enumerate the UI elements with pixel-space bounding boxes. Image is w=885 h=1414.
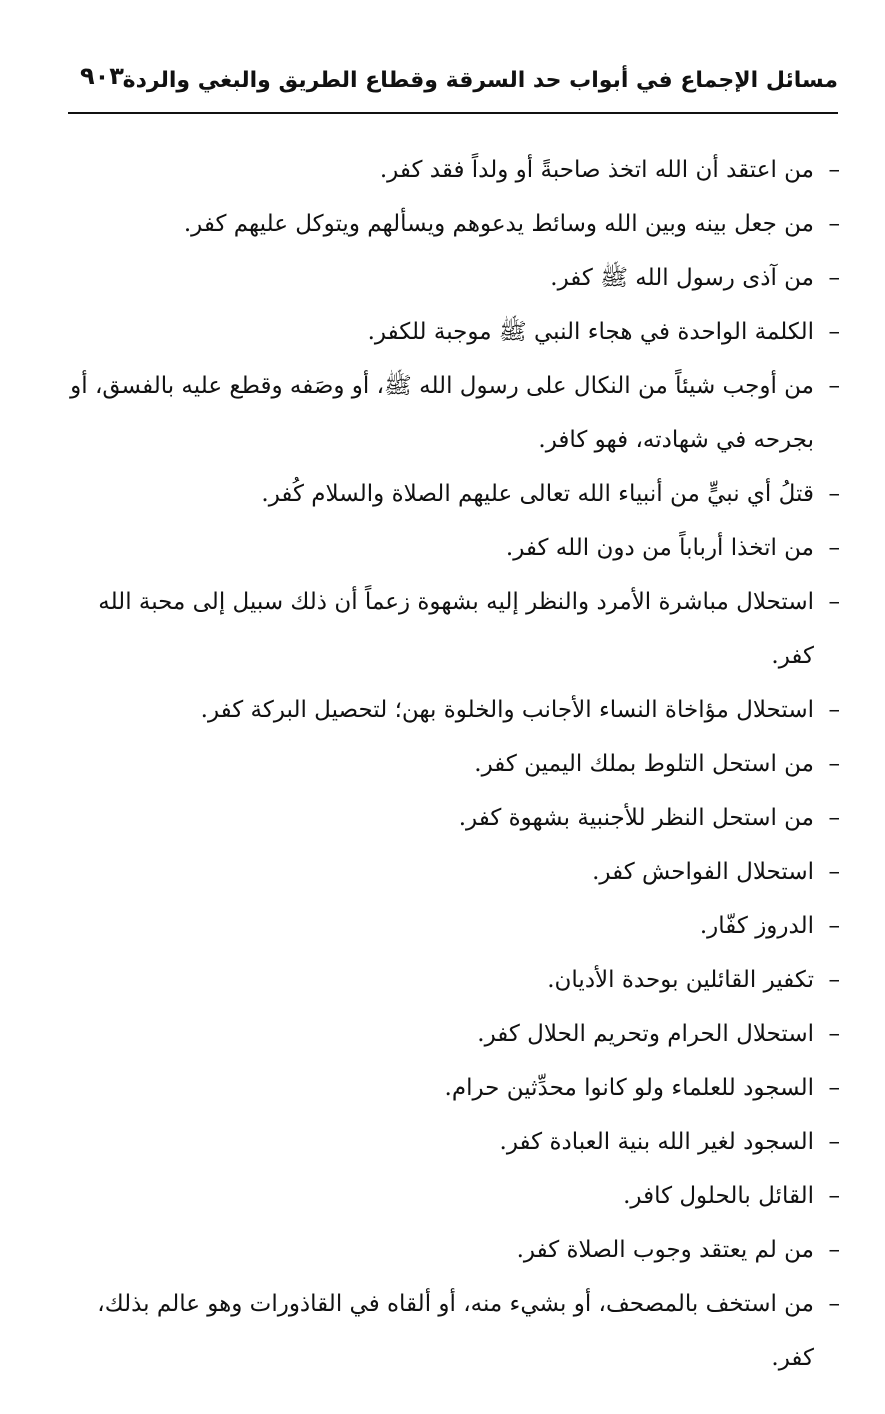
page-number: ٩٠٣ (80, 62, 124, 90)
list-item: – استحلال الفواحش كفر. (50, 845, 840, 899)
list-item: – تكفير القائلين بوحدة الأديان. (50, 953, 840, 1007)
list-item: – من استحل النظر للأجنبية بشهوة كفر. (50, 791, 840, 845)
rulings-list (50, 143, 840, 1385)
page-header (68, 58, 838, 114)
list-item: – القائل بالحلول كافر. (50, 1169, 840, 1223)
list-item: – استحلال الحرام وتحريم الحلال كفر. (50, 1007, 840, 1061)
list-item: – استحلال مباشرة الأمرد والنظر إليه بشهوة زعماً أن ذلك سبيل إلى محبة الله كفر. (50, 575, 840, 683)
header-rule (68, 112, 838, 114)
list-item: – من آذى رسول الله ﷺ كفر. (50, 251, 840, 305)
list-item: – من استحل التلوط بملك اليمين كفر. (50, 737, 840, 791)
list-item: – من اتخذا أرباباً من دون الله كفر. (50, 521, 840, 575)
list-item: – السجود للعلماء ولو كانوا محدِّثين حرام. (50, 1061, 840, 1115)
list-item: – من استخف بالمصحف، أو بشيء منه، أو ألقاه في القاذورات وهو عالم بذلك، كفر. (50, 1277, 840, 1385)
list-item: – السجود لغير الله بنية العبادة كفر. (50, 1115, 840, 1169)
list-item: – من لم يعتقد وجوب الصلاة كفر. (50, 1223, 840, 1277)
list-item: – من أوجب شيئاً من النكال على رسول الله ﷺ، أو وصَفه وقطع عليه بالفسق، أو بجرحه في شهادته، فهو كافر. (50, 359, 840, 467)
list-item: – من جعل بينه وبين الله وسائط يدعوهم ويسألهم ويتوكل عليهم كفر. (50, 197, 840, 251)
list-item: – من اعتقد أن الله اتخذ صاحبةً أو ولداً فقد كفر. (50, 143, 840, 197)
list-item: – قتلُ أي نبيٍّ من أنبياء الله تعالى عليهم الصلاة والسلام كُفر. (50, 467, 840, 521)
list-item: – استحلال مؤاخاة النساء الأجانب والخلوة بهن؛ لتحصيل البركة كفر. (50, 683, 840, 737)
running-head-title: مسائل الإجماع في أبواب حد السرقة وقطاع الطريق والبغي والردة (122, 68, 838, 93)
list-item: – الكلمة الواحدة في هجاء النبي ﷺ موجبة للكفر. (50, 305, 840, 359)
list-item: – الدروز كفّار. (50, 899, 840, 953)
